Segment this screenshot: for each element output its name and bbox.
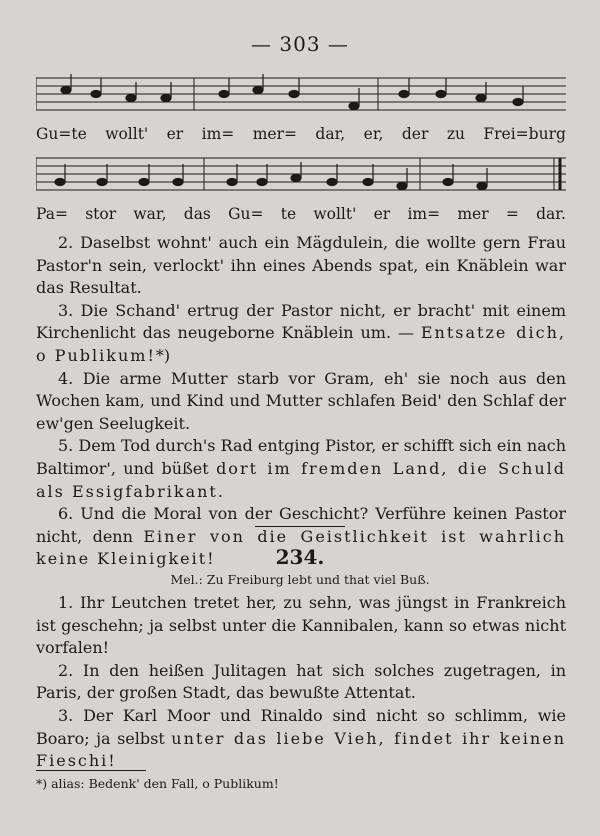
song-verse-1: 1. Ihr Leutchen tretet her, zu sehn, was jüngst in Frankreich ist geschehn; ja selbst unter die Kannibalen, kann so etwas nicht vorfalen! [36,593,566,658]
lyric-syllable: Frei=burg [483,125,566,143]
music-staff-2 [36,154,566,194]
song-verse-3 [36,705,566,773]
page-number: — 303 — [251,32,349,56]
verse-3-emphasis: Entsatze dich, o Publikum! [36,323,566,365]
lyric-syllable: der [401,125,429,143]
lyric-syllable: zu [446,125,465,143]
verses-block [36,232,566,571]
lyric-syllable: Gu=te [36,125,87,143]
section-divider [255,526,345,527]
lyric-syllable: das [183,205,211,223]
lyric-syllable: war, [133,205,167,223]
lyric-syllable: dar. [536,205,566,223]
footnote-marker: *) [155,345,171,365]
footnote-divider [36,770,146,771]
verse-6-emphasis: Einer von die Geistlichkeit ist wahrlich keine Kleinigkeit! [36,526,566,569]
lyric-syllable: im= [407,205,441,223]
verse-3 [36,300,566,368]
music-staff-1 [36,74,566,114]
lyric-syllable: er [373,205,391,223]
lyrics-line-2 [36,205,566,223]
lyric-syllable: wollt' [313,205,357,223]
lyric-syllable: stor [85,205,117,223]
verse-2: 2. Daselbst wohnt' auch ein Mägdulein, die wollte gern Frau Pastor'n sein, verlockt' ihn eines Abends spat, ein Knäblein war das Resultat. [36,233,566,298]
verse-5-emphasis: dort im fremden Land, die Schuld als Essigfabrikant. [36,458,566,501]
lyric-syllable: im= [201,125,235,143]
verse-3-text: 3. Die Schand' ertrug der Pastor nicht, er bracht' mit einem Kirchenlicht das neugeborne Knäblein um. — [36,300,566,343]
verse-5 [36,435,566,503]
lyric-syllable: Gu= [228,205,264,223]
song-number: 234. [275,545,325,569]
lyric-syllable: dar, [315,125,346,143]
song-verse-3-text: 3. Der Karl Moor und Rinaldo sind nicht so schlimm, wie Boaro; ja selbst [36,705,566,748]
verse-4: 4. Die arme Mutter starb vor Gram, eh' sie noch aus den Wochen kam, und Kind und Mutter schlafen Beid' den Schlaf der ew'gen Seelugkeit. [36,368,566,433]
lyric-syllable: te [280,205,297,223]
lyric-syllable: er, [363,125,384,143]
lyric-syllable: mer= [252,125,297,143]
melody-note: Mel.: Zu Freiburg lebt und that viel Buß. [170,572,430,587]
song-verse-3-emphasis: unter das liebe Vieh, findet ihr keinen Fieschi! [36,728,566,771]
lyric-syllable: Pa= [36,205,68,223]
lyric-syllable: mer [457,205,489,223]
lyric-syllable: er [166,125,184,143]
lyrics-line-1 [36,125,566,143]
lyric-syllable: wollt' [105,125,149,143]
lyric-syllable: = [505,205,519,223]
verse-5-text: 5. Dem Tod durch's Rad entging Pistor, er schifft sich ein nach Baltimor', und büßet [36,436,566,478]
song-234-verses [36,592,566,773]
footnote: *) alias: Bedenk' den Fall, o Publikum! [36,776,279,791]
verse-6-text: 6. Und die Moral von der Geschicht? Verführe keinen Pastor nicht, denn [36,504,566,546]
song-verse-2: 2. In den heißen Julitagen hat sich solches zugetragen, in Paris, der großen Stadt, das bewußte Attentat. [36,660,566,703]
